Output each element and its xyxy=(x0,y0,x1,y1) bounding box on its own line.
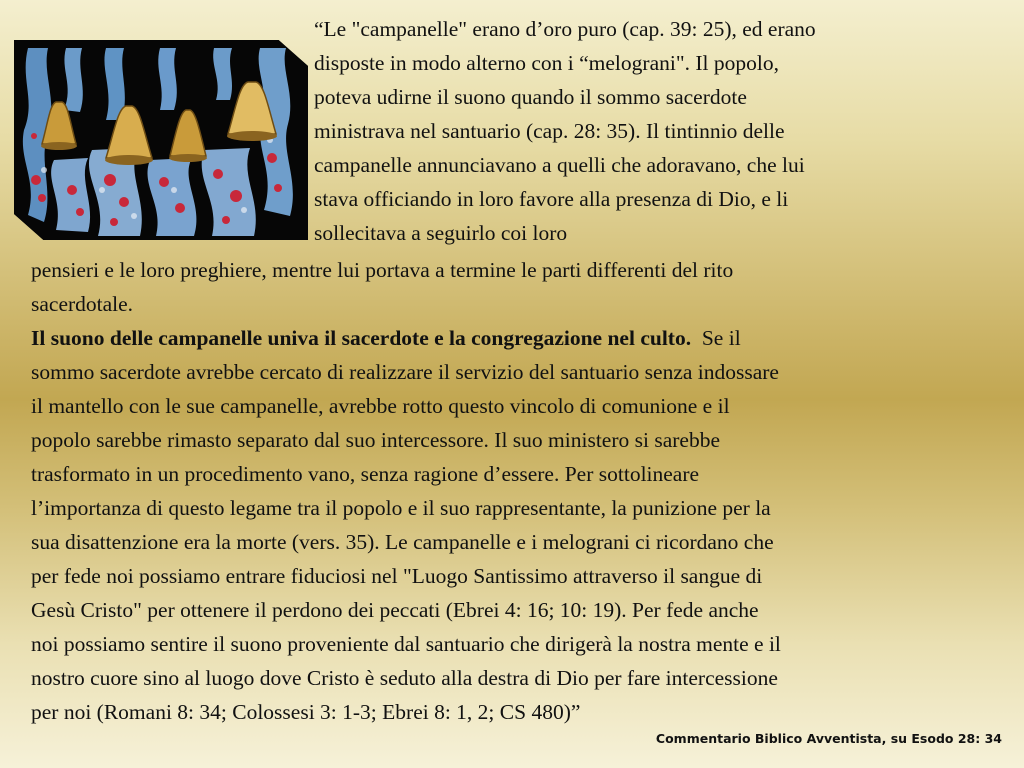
text-line: noi possiamo sentire il suono proveniente dal santuario che dirigerà la nostra mente e il xyxy=(31,632,781,656)
text-line xyxy=(31,321,781,355)
text-line: popolo sarebbe rimasto separato dal suo intercessore. Il suo ministero si sarebbe xyxy=(31,428,721,452)
text-line: poteva udirne il suono quando il sommo sacerdote xyxy=(314,85,747,109)
text-line: disposte in modo alterno con i “melograni". Il popolo, xyxy=(314,51,779,75)
source-citation: Commentario Biblico Avventista, su Esodo 28: 34 xyxy=(655,731,1002,746)
text-line: pensieri e le loro preghiere, mentre lui portava a termine le parti differenti del rito xyxy=(31,258,734,282)
bells-pomegranates-image xyxy=(14,40,308,240)
text-line: sua disattenzione era la morte (vers. 35). Le campanelle e i melograni ci ricordano che xyxy=(31,530,774,554)
text-line: sollecitava a seguirlo coi loro xyxy=(314,221,568,245)
text-line: trasformato in un procedimento vano, senza ragione d’essere. Per sottolineare xyxy=(31,462,700,486)
text-line: sommo sacerdote avrebbe cercato di realizzare il servizio del santuario senza indossare xyxy=(31,360,779,384)
text-line: “Le "campanelle" erano d’oro puro (cap. 39: 25), ed erano xyxy=(314,17,816,41)
text-run: Se il xyxy=(691,326,741,350)
text-line: per noi (Romani 8: 34; Colossesi 3: 1-3; Ebrei 8: 1, 2; CS 480)” xyxy=(31,700,581,724)
text-line: ministrava nel santuario (cap. 28: 35). Il tintinnio delle xyxy=(314,119,785,143)
text-line: stava officiando in loro favore alla presenza di Dio, e li xyxy=(314,187,789,211)
text-line: sacerdotale. xyxy=(31,292,134,316)
main-paragraph xyxy=(31,321,781,729)
intro-paragraph xyxy=(314,12,816,250)
text-line: l’importanza di questo legame tra il popolo e il suo rappresentante, la punizione per la xyxy=(31,496,771,520)
bells-pomegranates-photo xyxy=(14,40,308,240)
text-line: nostro cuore sino al luogo dove Cristo è seduto alla destra di Dio per fare intercessione xyxy=(31,666,778,690)
bold-heading-sentence: Il suono delle campanelle univa il sacerdote e la congregazione nel culto. xyxy=(31,326,692,350)
text-line: per fede noi possiamo entrare fiduciosi nel "Luogo Santissimo attraverso il sangue di xyxy=(31,564,763,588)
text-line: Gesù Cristo" per ottenere il perdono dei peccati (Ebrei 4: 16; 10: 19). Per fede anche xyxy=(31,598,759,622)
text-line: campanelle annunciavano a quelli che adoravano, che lui xyxy=(314,153,805,177)
continuation-paragraph xyxy=(31,253,733,321)
text-line: il mantello con le sue campanelle, avrebbe rotto questo vincolo di comunione e il xyxy=(31,394,730,418)
